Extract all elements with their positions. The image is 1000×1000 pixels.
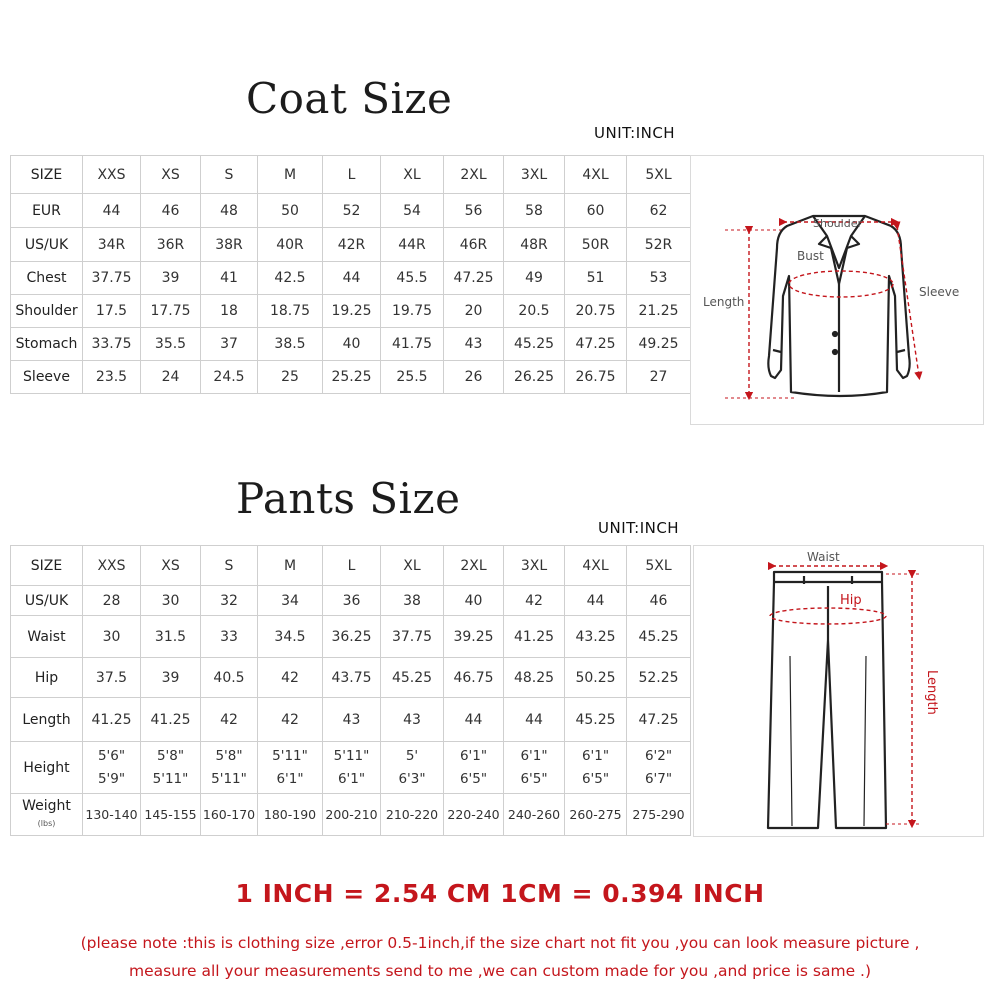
- pants-height-cell: [504, 742, 565, 794]
- pants-size-2xl: 2XL: [444, 546, 504, 586]
- pants-cell: 39: [141, 658, 201, 698]
- pants-cell: 40: [444, 586, 504, 616]
- pants-size-3xl: 3XL: [504, 546, 565, 586]
- pants-cell: 36.25: [323, 616, 381, 658]
- coat-size-xl: XL: [381, 156, 444, 194]
- pants-height-cell: [565, 742, 627, 794]
- coat-cell: 25: [258, 361, 323, 394]
- pants-cell: 28: [83, 586, 141, 616]
- pants-height-cell: [141, 742, 201, 794]
- coat-cell: 56: [444, 194, 504, 228]
- height-max: 6'1": [337, 770, 366, 787]
- pants-cell: 45.25: [381, 658, 444, 698]
- pants-cell: 39.25: [444, 616, 504, 658]
- coat-cell: 54: [381, 194, 444, 228]
- height-max: 6'7": [644, 770, 673, 787]
- pants-cell: 42: [258, 698, 323, 742]
- pants-cell: 33: [201, 616, 258, 658]
- note-line-1: (please note :this is clothing size ,error 0.5-1inch,if the size chart not fit you ,you can look measure picture ,: [80, 934, 920, 952]
- pants-cell: 46: [627, 586, 691, 616]
- pants-cell: 40.5: [201, 658, 258, 698]
- height-max: 5'9": [97, 770, 126, 787]
- coat-row-label: US/UK: [11, 228, 83, 262]
- pants-cell: 52.25: [627, 658, 691, 698]
- pants-row-label: Waist: [11, 616, 83, 658]
- pants-cell: 41.25: [141, 698, 201, 742]
- coat-cell: 42.5: [258, 262, 323, 295]
- pants-cell: 47.25: [627, 698, 691, 742]
- coat-cell: 38.5: [258, 328, 323, 361]
- pants-weight-cell: 160-170: [201, 794, 258, 836]
- pants-row-label: [11, 794, 83, 836]
- height-min: 5'6": [97, 747, 126, 764]
- pants-cell: 44: [565, 586, 627, 616]
- coat-row-us-uk: [11, 228, 691, 262]
- coat-cell: 37: [201, 328, 258, 361]
- coat-cell: 20.5: [504, 295, 565, 328]
- pants-cell: 38: [381, 586, 444, 616]
- coat-row-stomach: [11, 328, 691, 361]
- pants-size-m: M: [258, 546, 323, 586]
- coat-diagram: [691, 156, 983, 424]
- coat-cell: 44R: [381, 228, 444, 262]
- coat-cell: 41.75: [381, 328, 444, 361]
- coat-row-label: Stomach: [11, 328, 83, 361]
- coat-cell: 47.25: [444, 262, 504, 295]
- height-max: 6'3": [398, 770, 426, 787]
- pants-cell: 44: [504, 698, 565, 742]
- pants-size-l: L: [323, 546, 381, 586]
- pants-weight-cell: 145-155: [141, 794, 201, 836]
- coat-cell: 23.5: [83, 361, 141, 394]
- coat-cell: 44: [323, 262, 381, 295]
- pants-cell: 43: [323, 698, 381, 742]
- coat-cell: 48R: [504, 228, 565, 262]
- pants-cell: 36: [323, 586, 381, 616]
- pants-height-cell: [381, 742, 444, 794]
- coat-measure-figure: [690, 155, 984, 425]
- pants-row-us-uk: [11, 586, 691, 616]
- coat-size-title: Coat Size: [246, 74, 453, 123]
- pants-size-4xl: 4XL: [565, 546, 627, 586]
- coat-cell: 38R: [201, 228, 258, 262]
- weight-label: Weight: [22, 797, 71, 814]
- pants-cell: 37.75: [381, 616, 444, 658]
- height-max: 5'11": [211, 770, 247, 787]
- height-max: 6'5": [459, 770, 488, 787]
- conversion-text: 1 INCH = 2.54 CM 1CM = 0.394 INCH: [235, 879, 765, 908]
- coat-cell: 17.5: [83, 295, 141, 328]
- shoulder-label: Shoulder: [813, 217, 862, 230]
- height-min: 6'1": [520, 747, 548, 764]
- pants-cell: 48.25: [504, 658, 565, 698]
- pants-measure-figure: [693, 545, 984, 837]
- pants-weight-cell: 220-240: [444, 794, 504, 836]
- height-min: 5'8": [156, 747, 185, 764]
- coat-size-l: L: [323, 156, 381, 194]
- coat-cell: 43: [444, 328, 504, 361]
- hip-label: Hip: [840, 593, 862, 608]
- pants-cell: 41.25: [504, 616, 565, 658]
- coat-cell: 24: [141, 361, 201, 394]
- coat-cell: 20: [444, 295, 504, 328]
- pants-size-s: S: [201, 546, 258, 586]
- coat-cell: 26: [444, 361, 504, 394]
- coat-cell: 39: [141, 262, 201, 295]
- coat-cell: 49.25: [627, 328, 691, 361]
- pants-length-label: Length: [924, 670, 939, 715]
- pants-size-table: [10, 545, 691, 836]
- coat-row-label: Chest: [11, 262, 83, 295]
- pants-cell: 42: [504, 586, 565, 616]
- pants-cell: 42: [258, 658, 323, 698]
- coat-size-5xl: 5XL: [627, 156, 691, 194]
- coat-header-label: SIZE: [11, 156, 83, 194]
- coat-cell: 41: [201, 262, 258, 295]
- coat-cell: 19.25: [323, 295, 381, 328]
- coat-cell: 35.5: [141, 328, 201, 361]
- pants-weight-cell: 275-290: [627, 794, 691, 836]
- pants-row-label: US/UK: [11, 586, 83, 616]
- pants-diagram: [694, 546, 983, 836]
- coat-row-label: Shoulder: [11, 295, 83, 328]
- pants-size-xl: XL: [381, 546, 444, 586]
- height-max: 6'1": [276, 770, 304, 787]
- pants-header-row: [11, 546, 691, 586]
- pants-row-label: Height: [11, 742, 83, 794]
- weight-unit-label: (lbs): [37, 818, 56, 828]
- coat-cell: 58: [504, 194, 565, 228]
- coat-icon: [768, 216, 909, 396]
- coat-cell: 53: [627, 262, 691, 295]
- coat-size-xs: XS: [141, 156, 201, 194]
- pants-height-cell: [627, 742, 691, 794]
- waist-label: Waist: [807, 550, 840, 564]
- pants-cell: 44: [444, 698, 504, 742]
- coat-row-chest: [11, 262, 691, 295]
- pants-row-height: [11, 742, 691, 794]
- pants-height-cell: [323, 742, 381, 794]
- pants-size-xs: XS: [141, 546, 201, 586]
- coat-cell: 50R: [565, 228, 627, 262]
- coat-cell: 45.5: [381, 262, 444, 295]
- coat-cell: 20.75: [565, 295, 627, 328]
- coat-cell: 26.25: [504, 361, 565, 394]
- coat-cell: 37.75: [83, 262, 141, 295]
- coat-cell: 19.75: [381, 295, 444, 328]
- height-min: 5'8": [215, 747, 243, 764]
- pants-weight-cell: 180-190: [258, 794, 323, 836]
- coat-cell: 50: [258, 194, 323, 228]
- coat-cell: 49: [504, 262, 565, 295]
- pants-weight-cell: 210-220: [381, 794, 444, 836]
- coat-size-table: [10, 155, 691, 394]
- height-max: 6'5": [581, 770, 610, 787]
- coat-size-3xl: 3XL: [504, 156, 565, 194]
- coat-cell: 52R: [627, 228, 691, 262]
- pants-weight-cell: 240-260: [504, 794, 565, 836]
- coat-header-row: [11, 156, 691, 194]
- pants-height-cell: [444, 742, 504, 794]
- coat-unit-label: UNIT:INCH: [594, 124, 676, 142]
- coat-row-sleeve: [11, 361, 691, 394]
- pants-weight-cell: 260-275: [565, 794, 627, 836]
- pants-cell: 43: [381, 698, 444, 742]
- height-max: 5'11": [152, 770, 189, 787]
- coat-cell: 18.75: [258, 295, 323, 328]
- height-max: 6'5": [520, 770, 548, 787]
- length-label: Length: [703, 295, 745, 309]
- coat-cell: 25.25: [323, 361, 381, 394]
- pants-cell: 45.25: [565, 698, 627, 742]
- pants-cell: 46.75: [444, 658, 504, 698]
- coat-size-xxs: XXS: [83, 156, 141, 194]
- pants-cell: 32: [201, 586, 258, 616]
- pants-cell: 34.5: [258, 616, 323, 658]
- pants-row-label: Length: [11, 698, 83, 742]
- note-line-2: measure all your measurements send to me ,we can custom made for you ,and price is same .): [128, 962, 872, 980]
- coat-cell: 51: [565, 262, 627, 295]
- coat-cell: 62: [627, 194, 691, 228]
- pants-header-label: SIZE: [11, 546, 83, 586]
- pants-height-cell: [258, 742, 323, 794]
- sleeve-label: Sleeve: [919, 285, 960, 299]
- pants-cell: 30: [141, 586, 201, 616]
- pants-weight-cell: 200-210: [323, 794, 381, 836]
- coat-cell: 34R: [83, 228, 141, 262]
- pants-cell: 34: [258, 586, 323, 616]
- coat-cell: 47.25: [565, 328, 627, 361]
- height-min: 5'11": [333, 747, 370, 764]
- pants-cell: 43.25: [565, 616, 627, 658]
- coat-size-2xl: 2XL: [444, 156, 504, 194]
- coat-cell: 42R: [323, 228, 381, 262]
- pants-cell: 45.25: [627, 616, 691, 658]
- pants-weight-cell: 130-140: [83, 794, 141, 836]
- coat-cell: 25.5: [381, 361, 444, 394]
- pants-row-waist: [11, 616, 691, 658]
- coat-cell: 40: [323, 328, 381, 361]
- pants-cell: 41.25: [83, 698, 141, 742]
- coat-cell: 21.25: [627, 295, 691, 328]
- pants-size-5xl: 5XL: [627, 546, 691, 586]
- pants-cell: 50.25: [565, 658, 627, 698]
- coat-cell: 60: [565, 194, 627, 228]
- pants-row-label: Hip: [11, 658, 83, 698]
- height-min: 5': [405, 747, 419, 764]
- coat-size-m: M: [258, 156, 323, 194]
- coat-size-s: S: [201, 156, 258, 194]
- coat-cell: 46R: [444, 228, 504, 262]
- pants-cell: 43.75: [323, 658, 381, 698]
- coat-cell: 48: [201, 194, 258, 228]
- coat-cell: 46: [141, 194, 201, 228]
- coat-size-4xl: 4XL: [565, 156, 627, 194]
- coat-cell: 44: [83, 194, 141, 228]
- pants-size-title: Pants Size: [236, 474, 461, 523]
- coat-cell: 45.25: [504, 328, 565, 361]
- coat-cell: 36R: [141, 228, 201, 262]
- coat-cell: 17.75: [141, 295, 201, 328]
- coat-row-shoulder: [11, 295, 691, 328]
- bust-label: Bust: [797, 249, 824, 263]
- pants-size-xxs: XXS: [83, 546, 141, 586]
- coat-row-label: EUR: [11, 194, 83, 228]
- height-min: 5'11": [272, 747, 308, 764]
- coat-cell: 26.75: [565, 361, 627, 394]
- height-min: 6'1": [581, 747, 610, 764]
- coat-cell: 40R: [258, 228, 323, 262]
- coat-row-label: Sleeve: [11, 361, 83, 394]
- height-min: 6'1": [459, 747, 488, 764]
- coat-cell: 18: [201, 295, 258, 328]
- height-min: 6'2": [644, 747, 673, 764]
- coat-cell: 27: [627, 361, 691, 394]
- pants-height-cell: [201, 742, 258, 794]
- pants-cell: 37.5: [83, 658, 141, 698]
- pants-row-hip: [11, 658, 691, 698]
- pants-row-weight: [11, 794, 691, 836]
- pants-height-cell: [83, 742, 141, 794]
- pants-cell: 42: [201, 698, 258, 742]
- pants-cell: 30: [83, 616, 141, 658]
- pants-unit-label: UNIT:INCH: [598, 519, 680, 537]
- pants-row-length: [11, 698, 691, 742]
- coat-cell: 52: [323, 194, 381, 228]
- coat-cell: 33.75: [83, 328, 141, 361]
- pants-cell: 31.5: [141, 616, 201, 658]
- coat-cell: 24.5: [201, 361, 258, 394]
- coat-row-eur: [11, 194, 691, 228]
